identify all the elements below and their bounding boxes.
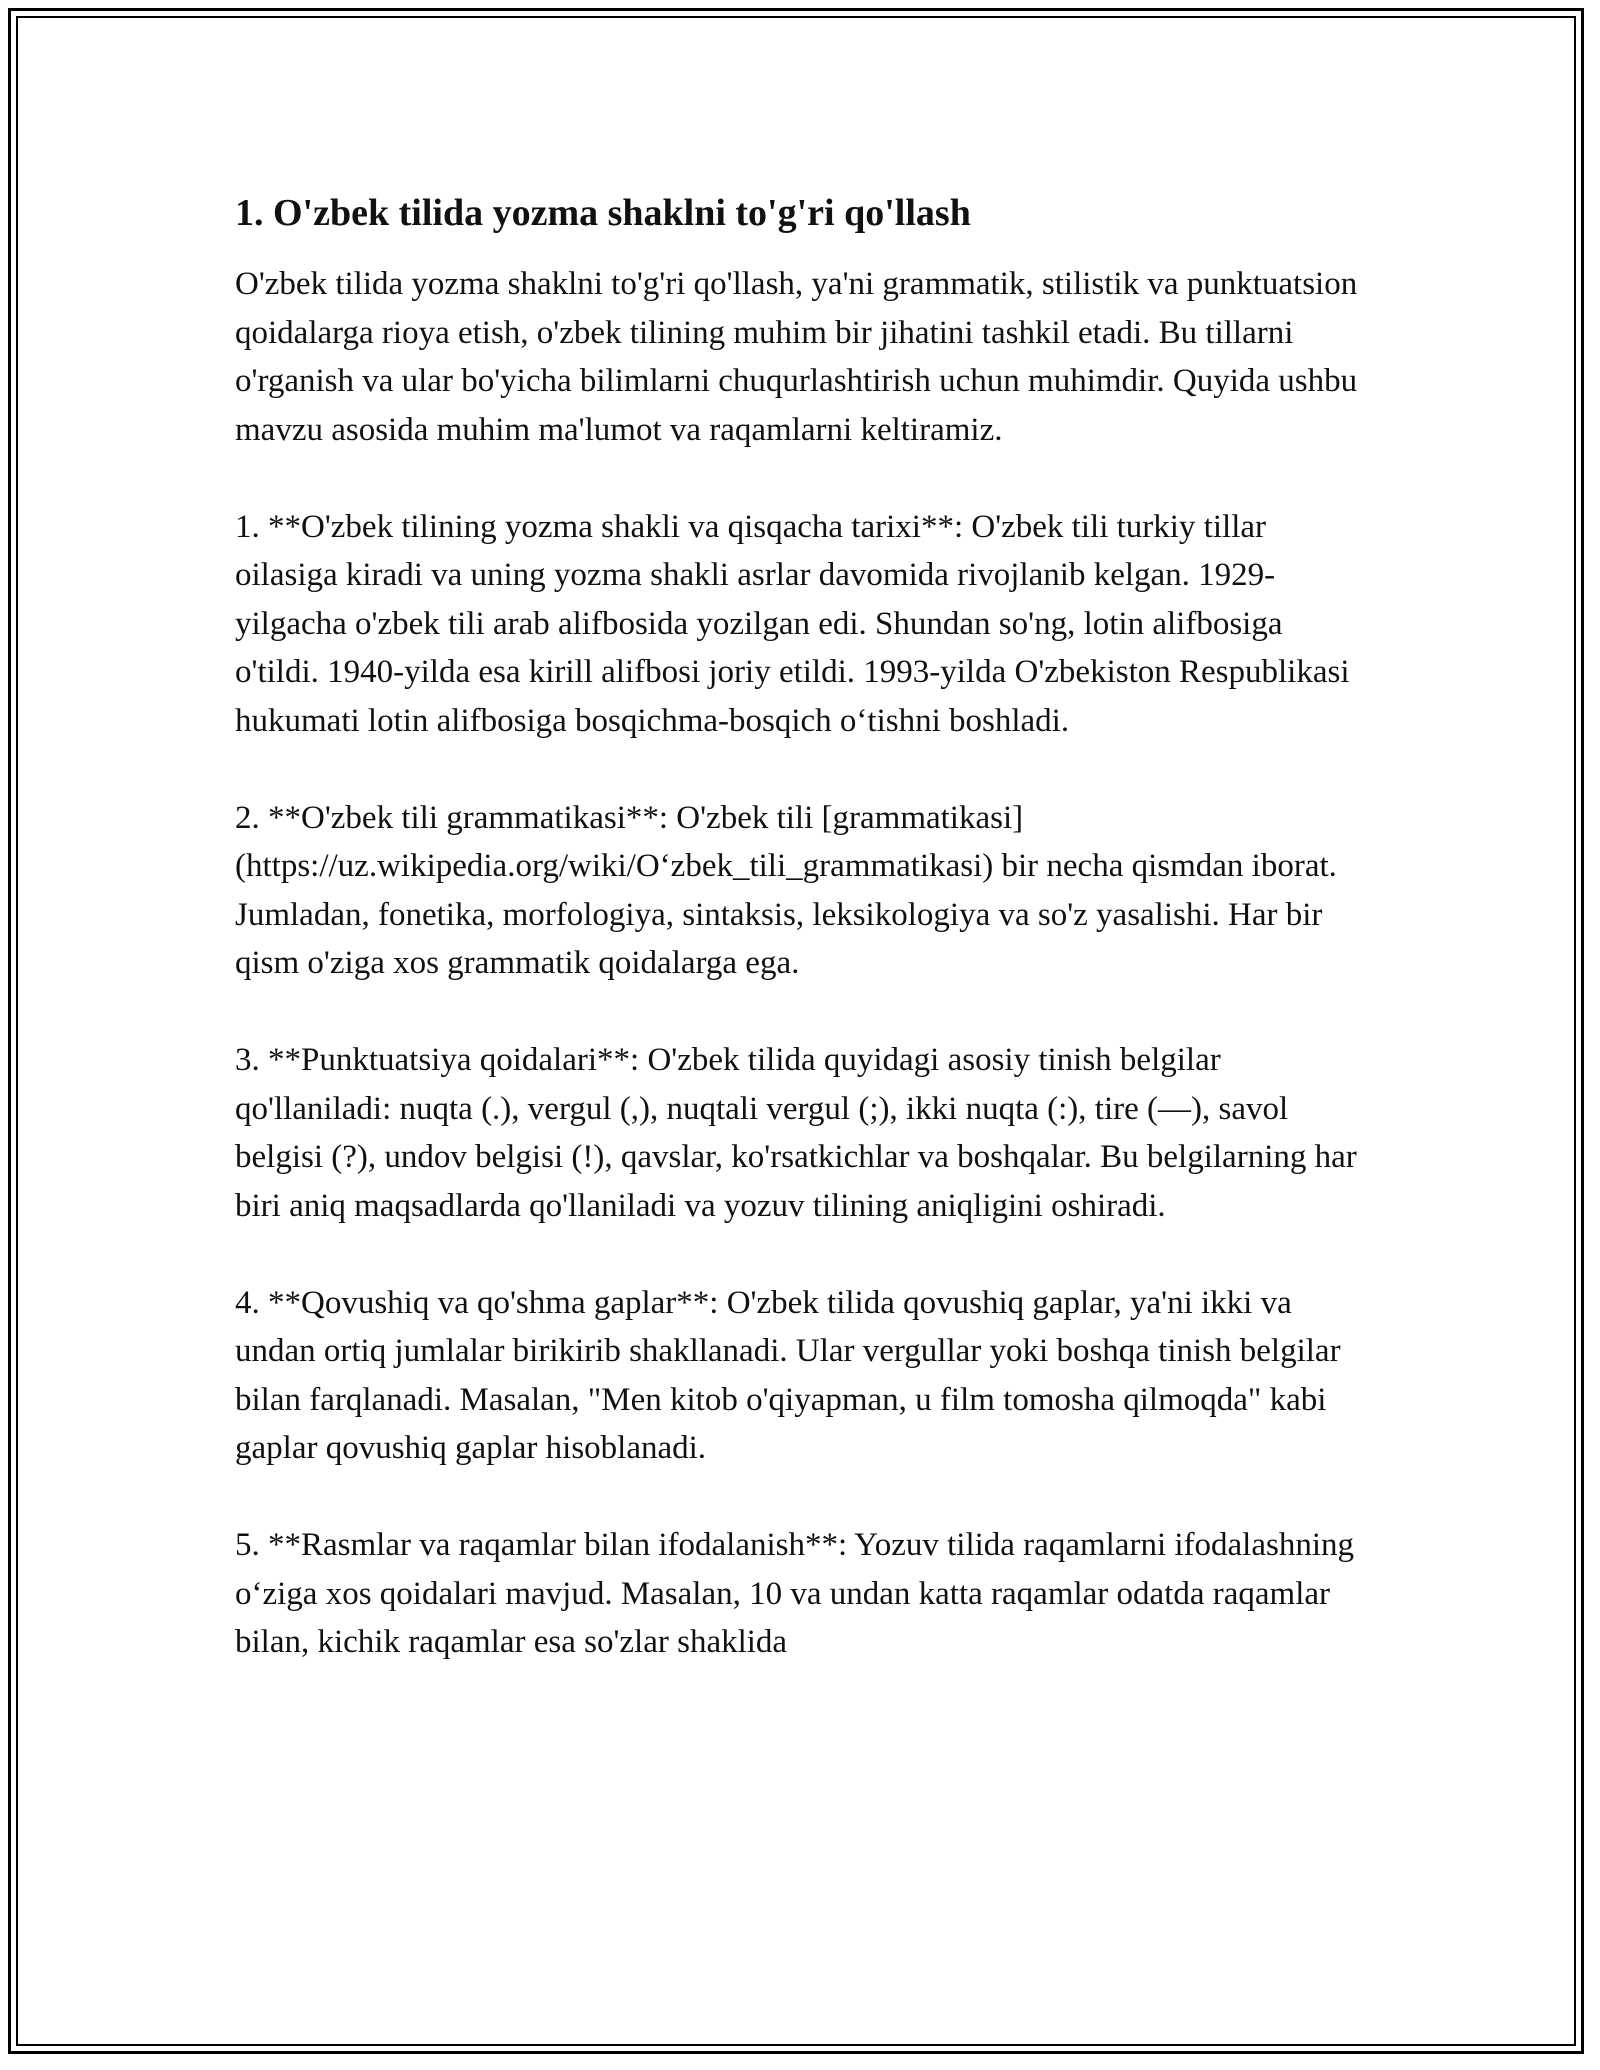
paragraph-grammar: 2. **O'zbek tili grammatikasi**: O'zbek tili [grammatikasi](https://uz.wikipedia.org/wiki/O‘zbek_tili_grammatikasi) bir necha qismdan iborat. Jumladan, fonetika, morfologiya, sintaksis, leksikologiya va so'z yasalishi. Har bir qism o'ziga xos grammatik qoidalarga ega. <box>235 799 1337 981</box>
document-body <box>235 186 1365 1715</box>
paragraph-punctuation: 3. **Punktuatsiya qoidalari**: O'zbek tilida quyidagi asosiy tinish belgilar qo'llaniladi: nuqta (.), vergul (,), nuqtali vergul (;), ikki nuqta (:), tire (—), savol belgisi (?), undov belgisi (!), qavslar, ko'rsatkichlar va boshqalar. Bu belgilarning har biri aniq maqsadlarda qo'llaniladi va yozuv tilining aniqligini oshiradi. <box>235 1042 1357 1224</box>
paragraph-numbers: 5. **Rasmlar va raqamlar bilan ifodalanish**: Yozuv tilida raqamlarni ifodalashning o‘ziga xos qoidalari mavjud. Masalan, 10 va undan katta raqamlar odatda raqamlar bilan, kichik raqamlar esa so'zlar shaklida <box>235 1527 1354 1660</box>
document-title: 1. O'zbek tilida yozma shaklni to'g'ri qo'llash <box>235 192 971 234</box>
intro-paragraph: O'zbek tilida yozma shaklni to'g'ri qo'llash, ya'ni grammatik, stilistik va punktuatsion qoidalarga rioya etish, o'zbek tilining muhim bir jihatini tashkil etadi. Bu tillarni o'rganish va ular bo'yicha bilimlarni chuqurlashtirish uchun muhimdir. Quyida ushbu mavzu asosida muhim ma'lumot va raqamlarni keltiramiz. <box>235 266 1358 448</box>
paragraph-compound-sentences: 4. **Qovushiq va qo'shma gaplar**: O'zbek tilida qovushiq gaplar, ya'ni ikki va undan ortiq jumlalar birikirib shakllanadi. Ular vergullar yoki boshqa tinish belgilar bilan farqlanadi. Masalan, "Men kitob o'qiyapman, u film tomosha qilmoqda" kabi gaplar qovushiq gaplar hisoblanadi. <box>235 1284 1341 1466</box>
paragraph-history: 1. **O'zbek tilining yozma shakli va qisqacha tarixi**: O'zbek tili turkiy tillar oilasiga kiradi va uning yozma shakli asrlar davomida rivojlanib kelgan. 1929-yilgacha o'zbek tili arab alifbosida yozilgan edi. Shundan so'ng, lotin alifbosiga o'tildi. 1940-yilda esa kirill alifbosi joriy etildi. 1993-yilda O'zbekiston Respublikasi hukumati lotin alifbosiga bosqichma-bosqich o‘tishni boshladi. <box>235 508 1350 739</box>
